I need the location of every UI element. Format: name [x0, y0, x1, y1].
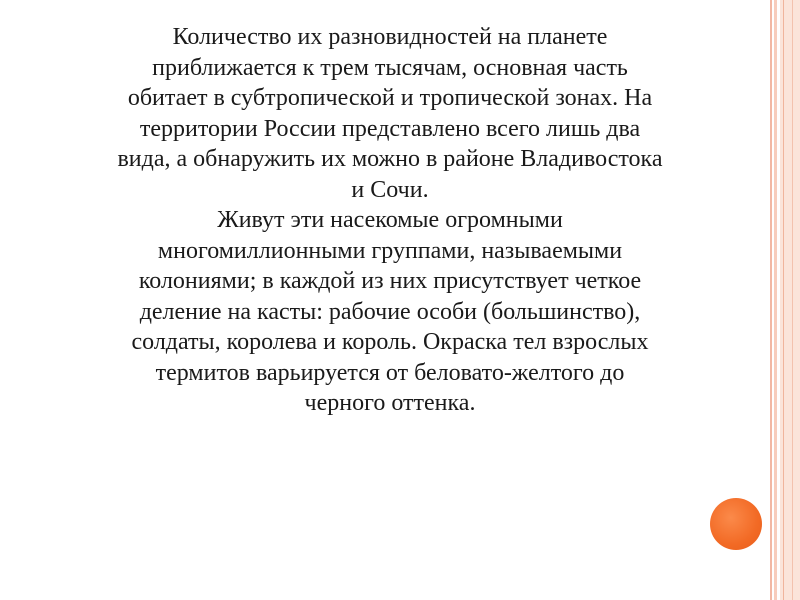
- text-line: приближается к трем тысячам, основная часть: [152, 54, 628, 81]
- border-stripe: [770, 0, 772, 600]
- text-line: черного оттенка.: [304, 390, 476, 416]
- text-line: вида, а обнаружить их можно в районе Владивостока: [117, 146, 663, 172]
- text-line: территории России представлено всего лишь два: [139, 115, 641, 142]
- text-line: колониями; в каждой из них присутствует четкое: [138, 268, 642, 294]
- border-stripe: [792, 0, 793, 600]
- text-line: и Сочи.: [351, 176, 429, 203]
- slide-text: [30, 22, 750, 419]
- text-line: солдаты, королева и король. Окраска тел взрослых: [131, 329, 649, 355]
- text-line: Живут эти насекомые огромными: [217, 207, 563, 233]
- text-line: деление на касты: рабочие особи (большинство),: [139, 298, 641, 325]
- border-stripe: [774, 0, 777, 600]
- border-stripe: [783, 0, 784, 600]
- orange-circle-decoration: [710, 498, 762, 550]
- text-line: Количество их разновидностей на планете: [172, 24, 608, 50]
- text-line: термитов варьируется от беловато-желтого до: [155, 359, 625, 386]
- text-line: многомиллионными группами, называемыми: [157, 237, 623, 264]
- text-line: обитает в субтропической и тропической зонах. На: [127, 85, 653, 111]
